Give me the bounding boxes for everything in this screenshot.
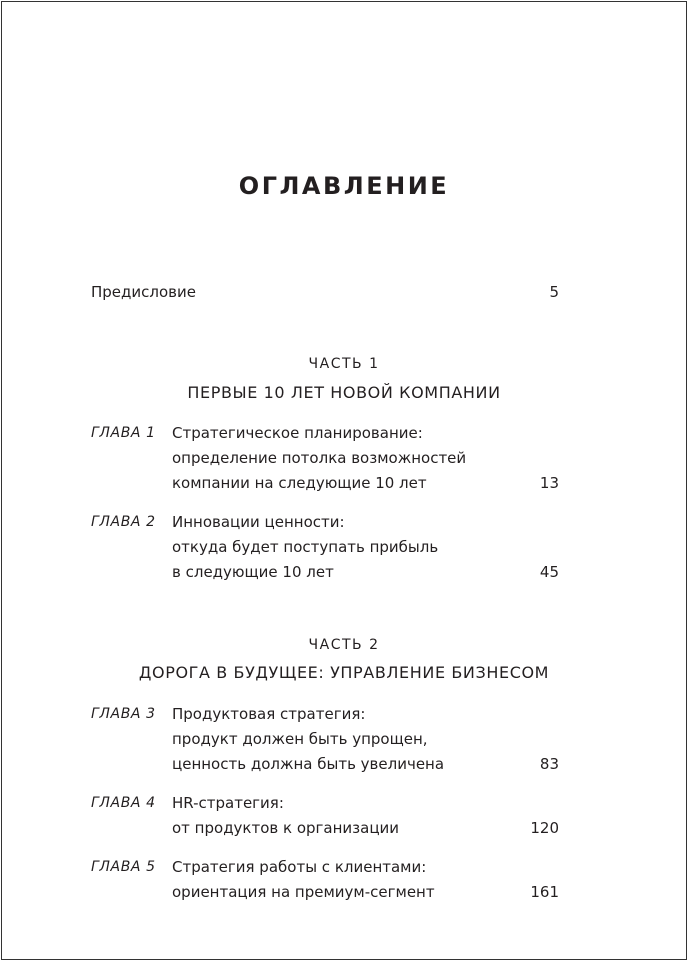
chapter-2-page-number: 45	[539, 563, 559, 581]
part-2-title: ДОРОГА В БУДУЩЕЕ: УПРАВЛЕНИЕ БИЗНЕСОМ	[138, 663, 550, 682]
chapter-2-title-line-1: Инновации ценности:	[172, 513, 345, 531]
chapter-3-title-line-1: Продуктовая стратегия:	[172, 705, 366, 723]
chapter-4-label: ГЛАВА 4	[91, 795, 156, 811]
chapter-5-label: ГЛАВА 5	[91, 859, 156, 875]
chapter-1-page-number: 13	[539, 474, 559, 492]
chapter-3-page-number: 83	[539, 755, 559, 773]
chapter-5-page-number: 161	[530, 883, 559, 901]
chapter-4-title-line-1: HR-стратегия:	[172, 794, 284, 812]
chapter-1-title-line-3: компании на следующие 10 лет	[172, 474, 427, 492]
preface-page-number: 5	[549, 283, 559, 301]
part-1-title: ПЕРВЫЕ 10 ЛЕТ НОВОЙ КОМПАНИИ	[187, 383, 501, 402]
chapter-3-title-line-2: продукт должен быть упрощен,	[172, 730, 428, 748]
chapter-1-title-line-1: Стратегическое планирование:	[172, 424, 423, 442]
preface-label: Предисловие	[91, 283, 196, 301]
part-2-label: ЧАСТЬ 2	[308, 637, 380, 653]
chapter-2-title-line-2: откуда будет поступать прибыль	[172, 538, 439, 556]
chapter-3-label: ГЛАВА 3	[91, 706, 156, 722]
chapter-2-label: ГЛАВА 2	[91, 514, 156, 530]
part-1-label: ЧАСТЬ 1	[308, 356, 380, 372]
chapter-5-title-line-2: ориентация на премиум-сегмент	[172, 883, 435, 901]
chapter-2-title-line-3: в следующие 10 лет	[172, 563, 334, 581]
chapter-1-label: ГЛАВА 1	[91, 425, 156, 441]
chapter-4-title-line-2: от продуктов к организации	[172, 819, 400, 837]
chapter-1-title-line-2: определение потолка возможностей	[172, 449, 467, 467]
chapter-4-page-number: 120	[530, 819, 559, 837]
chapter-5-title-line-1: Стратегия работы с клиентами:	[172, 858, 427, 876]
toc-title: ОГЛАВЛЕНИЕ	[238, 172, 450, 200]
chapter-3-title-line-3: ценность должна быть увеличена	[172, 755, 445, 773]
